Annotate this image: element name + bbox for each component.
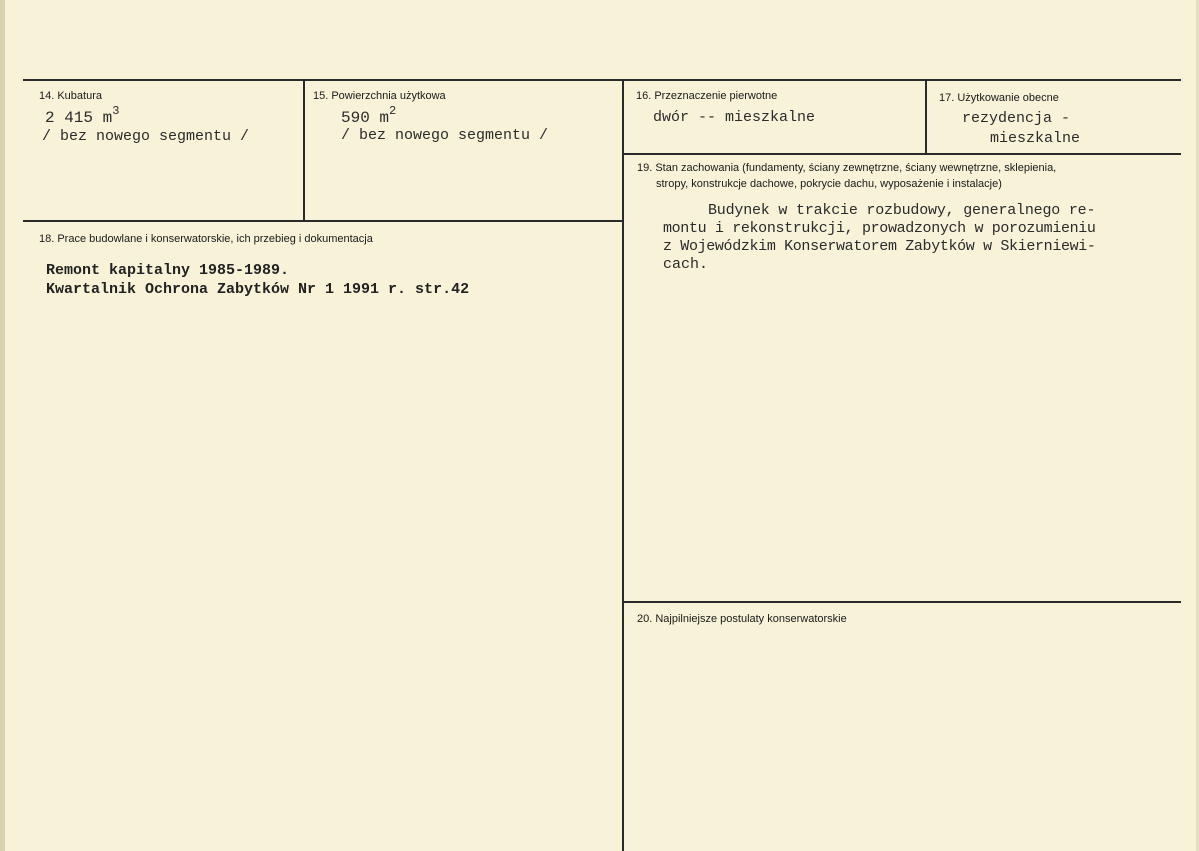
field-19-label-line1: 19. Stan zachowania (fundamenty, ściany zewnętrzne, ściany wewnętrzne, sklepienia, (637, 162, 1057, 174)
field-15-number: 590 m (341, 109, 390, 127)
field-14-label: 14. Kubatura (39, 90, 102, 102)
field-15-note: / bez nowego segmentu / (341, 127, 549, 144)
rule-above-20 (623, 601, 1181, 603)
field-14-value (45, 103, 120, 127)
divider-16-17 (925, 80, 927, 154)
field-19-label-line2: stropy, konstrukcje dachowe, pokrycie dachu, wyposażenie i instalacje) (656, 178, 1002, 190)
field-18-label: 18. Prace budowlane i konserwatorskie, ich przebieg i dokumentacja (39, 233, 373, 245)
field-16-value: dwór -- mieszkalne (653, 109, 816, 126)
top-rule (23, 79, 1181, 81)
rule-under-16-17 (623, 153, 1181, 155)
field-15-unit-exponent: 2 (389, 103, 397, 118)
field-14-number: 2 415 m (45, 109, 113, 127)
field-15-value (341, 103, 397, 127)
field-17-value-line1: rezydencja - (962, 110, 1071, 127)
field-14-unit-exponent: 3 (112, 103, 120, 118)
divider-left-right (622, 80, 624, 851)
field-18-line-2: Kwartalnik Ochrona Zabytków Nr 1 1991 r. str.42 (46, 281, 470, 298)
field-19-line-4: cach. (663, 256, 709, 273)
field-18-line-1: Remont kapitalny 1985-1989. (46, 262, 290, 279)
field-17-value-line2: mieszkalne (990, 130, 1081, 147)
divider-14-15 (303, 80, 305, 221)
field-16-label: 16. Przeznaczenie pierwotne (636, 90, 778, 102)
field-19-line-3: z Wojewódzkim Konserwatorem Zabytków w Skierniewi- (663, 238, 1096, 255)
field-19-line-1: Budynek w trakcie rozbudowy, generalnego re- (708, 202, 1096, 219)
field-17-label: 17. Użytkowanie obecne (939, 92, 1059, 104)
field-14-note: / bez nowego segmentu / (42, 128, 250, 145)
field-15-label: 15. Powierzchnia użytkowa (313, 90, 446, 102)
rule-under-14-15 (23, 220, 623, 222)
field-19-line-2: montu i rekonstrukcji, prowadzonych w porozumieniu (663, 220, 1096, 237)
field-20-label: 20. Najpilniejsze postulaty konserwatorskie (637, 613, 847, 625)
